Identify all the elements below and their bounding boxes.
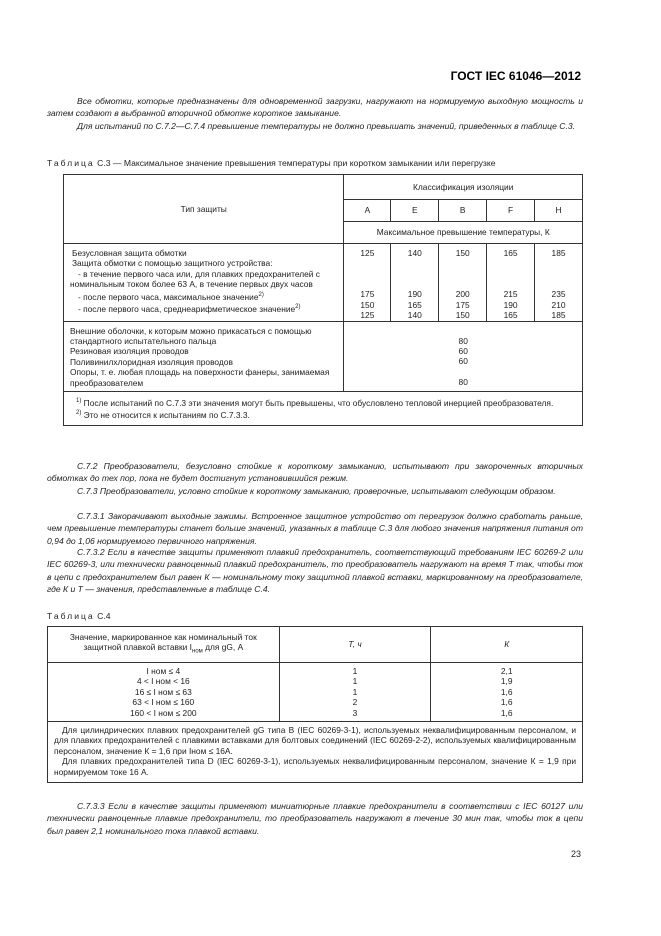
page-number: 23 (570, 849, 581, 859)
table-c4 (47, 626, 583, 783)
class-h: H (535, 200, 583, 222)
c4-times: 1 1 1 2 3 (279, 663, 431, 722)
standard-header: ГОСТ IEC 61046—2012 (450, 69, 581, 83)
class-f: F (487, 200, 535, 222)
class-e: E (391, 200, 439, 222)
section-c72: С.7.2 Преобразователи, безусловно стойкие к короткому замыканию, испытывают при закороченных вторичных обмотках до тех пор, пока не будет достигнут установившийся режим. (47, 461, 583, 484)
section-c731: С.7.3.1 Закорачивают выходные зажимы. Встроенное защитное устройство от перегрузок должно сработать раньше, чем превышение температуры станет больше значений, указанных в таблице С.3 для любого значения напряжения питания от 0,94 до 1,06 нормируемого первичного напряжения. (47, 511, 583, 546)
table-c3-notes: $^{1)}$ После испытаний по С.7.3 эти значения могут быть превышены, что обусловлено тепловой инерцией преобразователя. $^{2)}$ Это не относится к испытаниям по С.7.3.3. (64, 392, 583, 426)
section-c732: С.7.3.2 Если в качестве защиты применяют плавкий предохранитель, соответствующий требованиям IEC 60269-2 или IEC 60269-3, или технически равноценный плавкий предохранитель, то преобразователь нагружают на время Т так, чтобы ток в цепи с предохранителем был равен К — номинальному току защитной плавкой вставки, маркированному на преобразователе, где К и Т — значения, представленные в таблице С.4. (47, 547, 583, 594)
row1-text: Безусловная защита обмотки Защита обмотки с помощью защитного устройства: - в течение первого часа или, для плавких предохранителей с номинальным током более 63 А, в течение первых двух часов - после первого часа, максимальное значение$^{2)}$ - после первого часа, среднеарифметическое значение$^{2)}$ (64, 244, 344, 322)
class-b: B (439, 200, 487, 222)
table-c3-caption: Таблица С.3 — Максимальное значение превышения температуры при коротком замыкании или перегрузке (47, 158, 496, 168)
row2-values: 80 60 60 80 (344, 321, 583, 391)
class-a: A (344, 200, 391, 222)
row1-col-f: 165 215 190 165 (487, 244, 535, 322)
row1-col-a: 125 175 150 125 (344, 244, 391, 322)
col-time: Т, ч (279, 627, 431, 663)
col-k: К (431, 627, 583, 663)
row1-col-b: 150 200 175 150 (439, 244, 487, 322)
row1-col-e: 140 190 165 140 (391, 244, 439, 322)
col-rated-current: Значение, маркированное как номинальный ток защитной плавкой вставки $I_{ном}$ для gG, А (48, 627, 280, 663)
intro-paragraph-1: Все обмотки, которые предназначены для одновременной загрузки, нагружают на нормируемую выходную мощность и затем создают в выбранной вторичной обмотке короткое замыкание. (47, 96, 583, 119)
row2-text: Внешние оболочки, к которым можно прикасаться с помощью стандартного испытательного пальца Резиновая изоляция проводов Поливинилхлоридная изоляция проводов Опоры, т. е. любая площадь на поверхности фанеры, занимаемая преобразователем (64, 321, 344, 391)
section-c733: С.7.3.3 Если в качестве защиты применяют миниатюрные плавкие предохранители в соответствии с IEC 60127 или технически равноценные плавкие предохранители, то преобразователь нагружают в течение 30 мин так, чтобы ток в цепи был равен 2,1 номинального тока плавкой вставки. (47, 801, 583, 836)
table-c4-caption: Таблица С.4 (47, 611, 111, 621)
max-temp-subheader: Максимальное превышение температуры, К (344, 222, 583, 244)
c4-ranges: I ном ≤ 4 4 < I ном < 16 16 ≤ I ном ≤ 63 63 < I ном ≤ 160 160 < I ном ≤ 200 (48, 663, 280, 722)
table-c3 (63, 174, 583, 426)
col-classification: Классификация изоляции (344, 175, 583, 200)
intro-paragraph-2: Для испытаний по С.7.2—С.7.4 превышение температуры не должно превышать значений, приведенных в таблице С.3. (77, 121, 575, 131)
c4-k-values: 2,1 1,9 1,6 1,6 1,6 (431, 663, 583, 722)
section-c73: С.7.3 Преобразователи, условно стойкие к короткому замыканию, проверочные, испытывают следующим образом. (77, 486, 556, 496)
col-protection-type: Тип защиты (64, 175, 344, 244)
row1-col-h: 185 235 210 185 (535, 244, 583, 322)
table-c4-notes: Для цилиндрических плавких предохранителей gG типа В (IEC 60269-3-1), используемых неквалифицированным персоналом, и для плавких предохранителей с плавкими вставками для болтовых соединений (IEC 60269-2-2), используемых квалифицированным персоналом, значение К = 1,6 при Iном ≤ 16А. Для плавких предохранителей типа D (IEC 60269-3-1), используемых неквалифицированным персоналом, значение К = 1,9 при нормируемом токе 16 А. (48, 722, 583, 783)
